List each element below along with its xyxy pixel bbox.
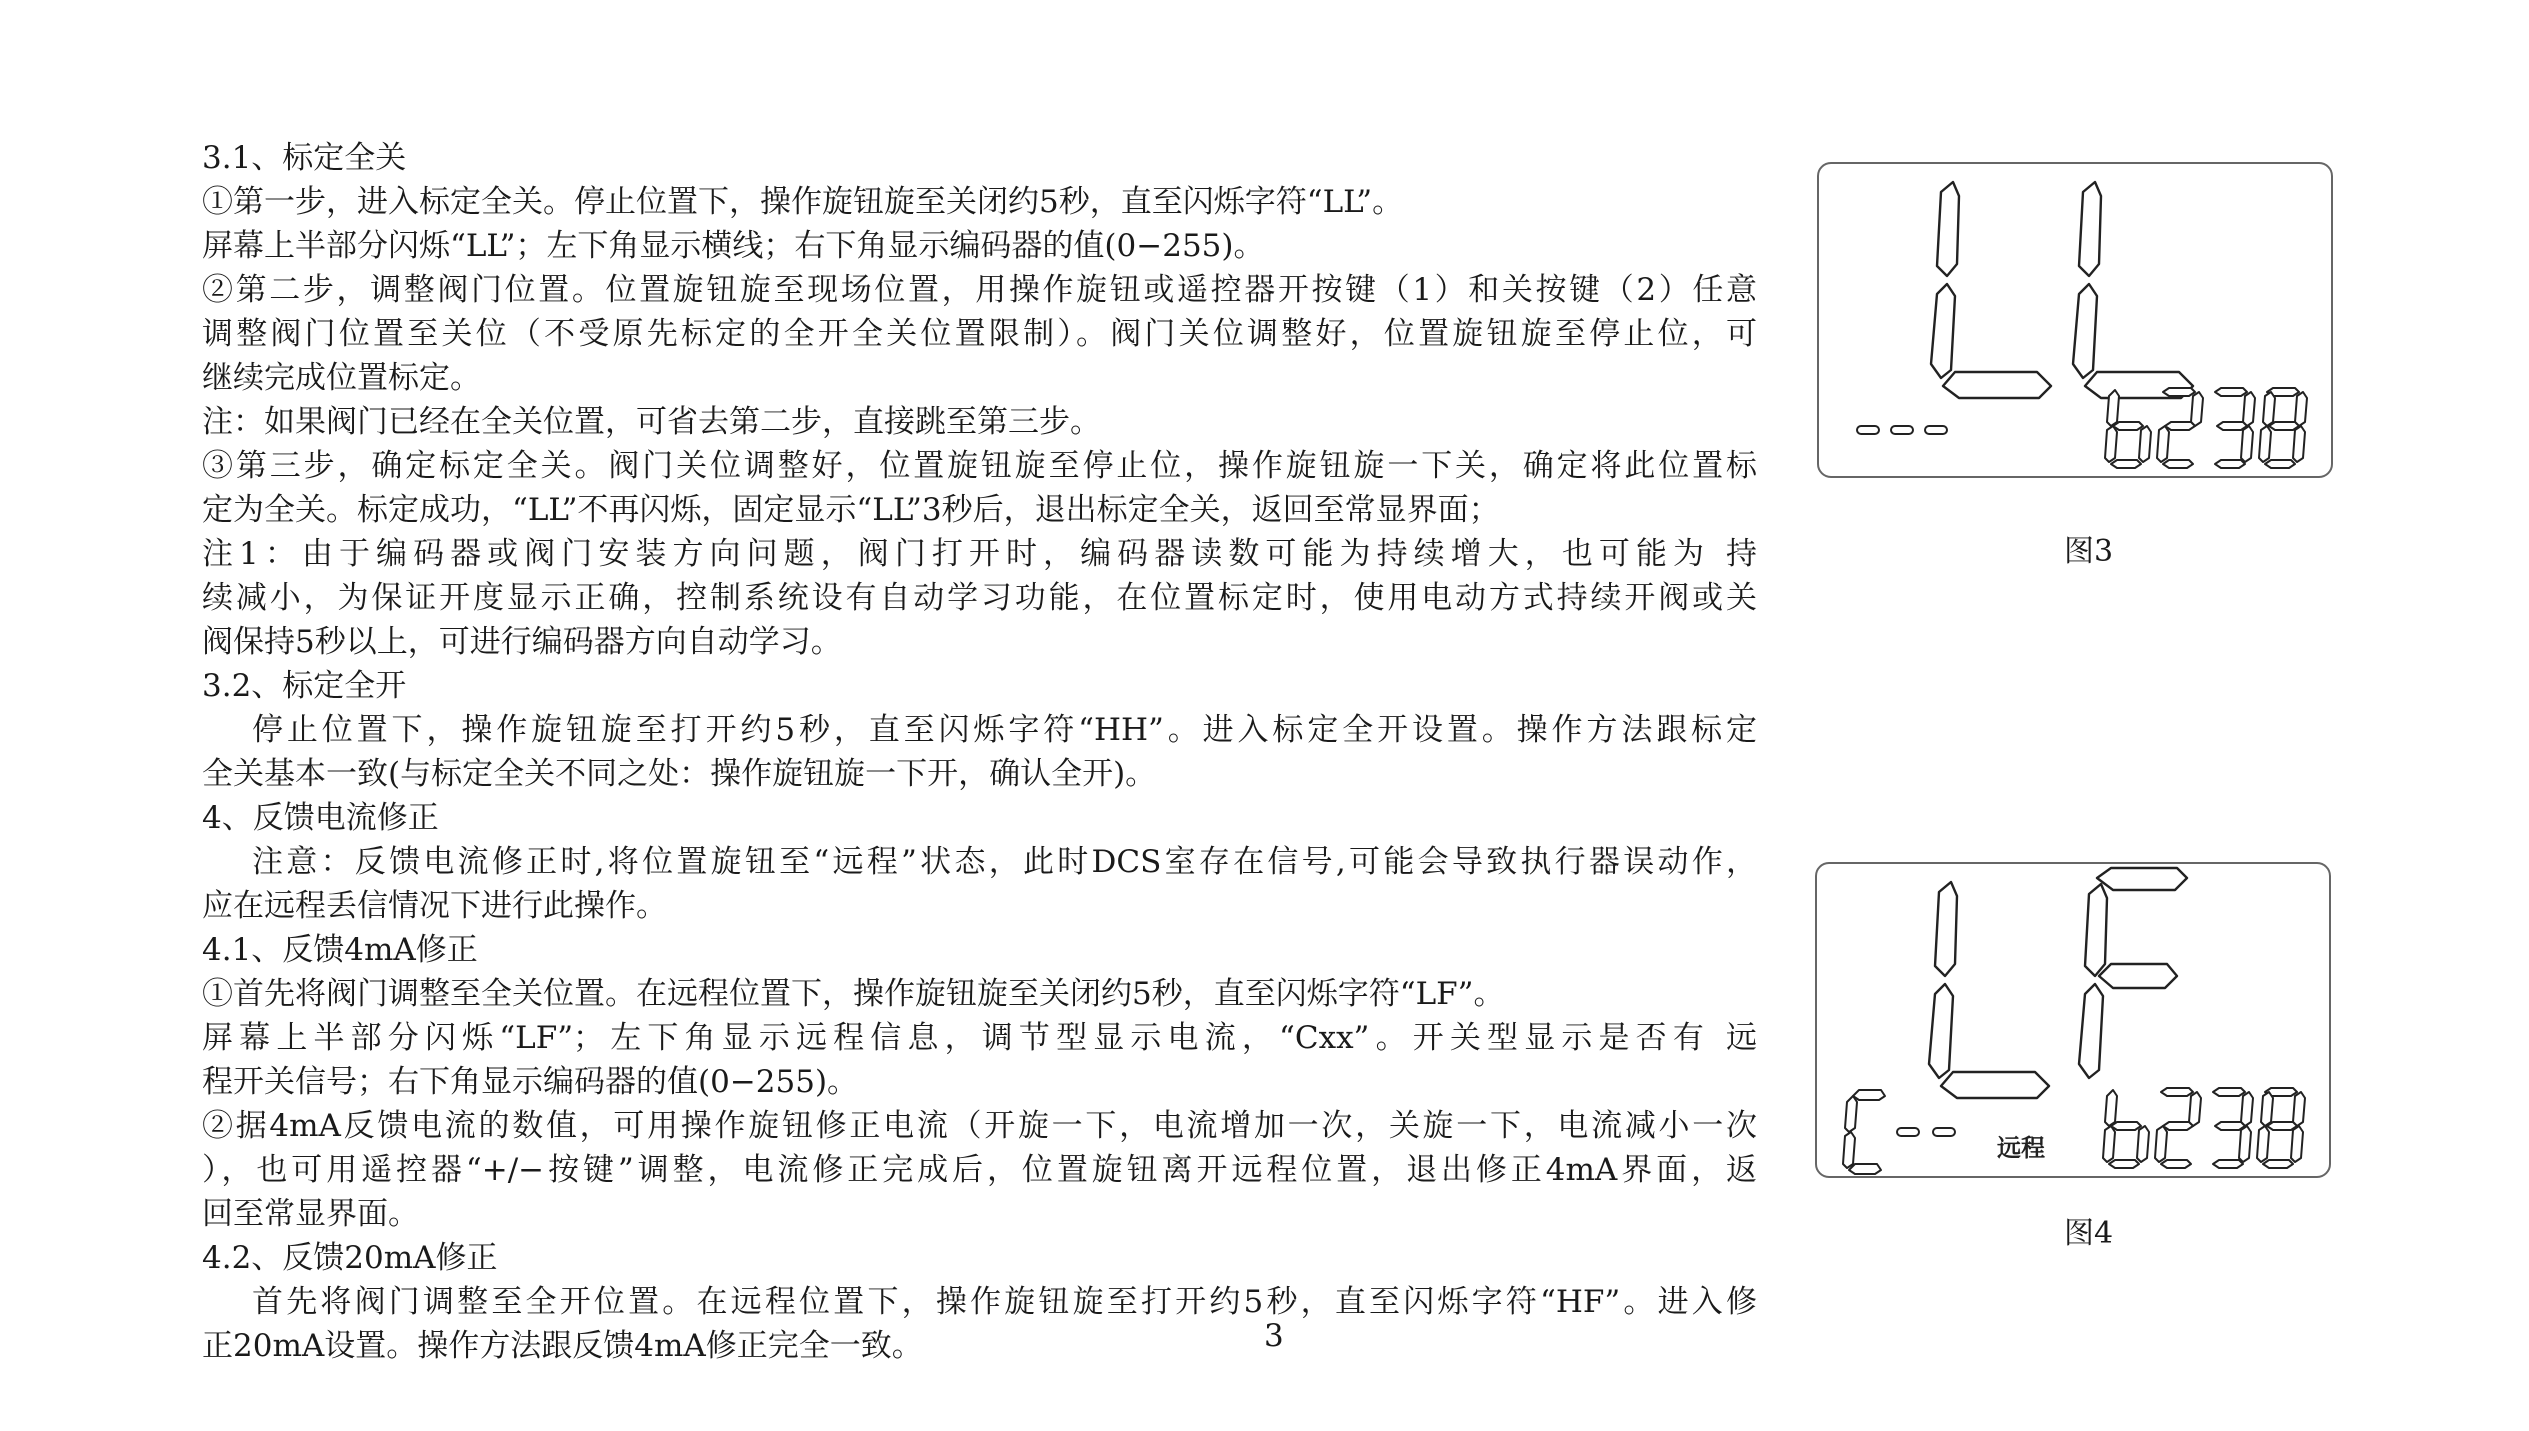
- section-heading-4-2: 4.2、反馈20mA修正: [202, 1240, 498, 1276]
- paragraph-line: 续减小，为保证开度显示正确，控制系统设有自动学习功能，在位置标定时，使用电动方式持续开阀或关: [202, 580, 1757, 616]
- paragraph-line: 应在远程丢信情况下进行此操作。: [202, 888, 667, 924]
- paragraph-line: 停止位置下，操作旋钮旋至打开约5秒，直至闪烁字符“HH”。进入标定全开设置。操作方法跟标定: [252, 712, 1757, 748]
- paragraph-line: 正20mA设置。操作方法跟反馈4mA修正完全一致。: [202, 1328, 923, 1364]
- lcd-display-fig4: [1815, 862, 2331, 1178]
- page-number: 3: [1264, 1318, 1284, 1354]
- paragraph-line: 继续完成位置标定。: [202, 360, 481, 396]
- lcd-segments-fig4: [1817, 864, 2329, 1176]
- paragraph-line: 定为全关。标定成功，“LL”不再闪烁，固定显示“LL”3秒后，退出标定全关，返回至常显界面；: [202, 492, 1500, 528]
- lcd-char-f: [2079, 868, 2187, 1078]
- paragraph-line: ①首先将阀门调整至全关位置。在远程位置下，操作旋钮旋至关闭约5秒，直至闪烁字符“LF”。: [202, 976, 1505, 1012]
- paragraph-line: 调整阀门位置至关位（不受原先标定的全开全关位置限制）。阀门关位调整好，位置旋钮旋至停止位，可: [202, 316, 1757, 352]
- section-heading-4-1: 4.1、反馈4mA修正: [202, 932, 478, 968]
- lcd-display-fig3: [1817, 162, 2333, 478]
- paragraph-line: 程开关信号；右下角显示编码器的值(0−255)。: [202, 1064, 859, 1100]
- paragraph-line: ），也可用遥控器“+/−按键”调整，电流修正完成后，位置旋钮离开远程位置，退出修正4mA界面，返: [202, 1152, 1757, 1188]
- paragraph-line: ②第二步，调整阀门位置。位置旋钮旋至现场位置，用操作旋钮或遥控器开按键（1）和关按键（2）任意: [202, 272, 1757, 308]
- remote-label: 远程: [1997, 1134, 2045, 1162]
- lcd-remote-current: [1843, 1090, 1955, 1174]
- paragraph-line: ③第三步，确定标定全关。阀门关位调整好，位置旋钮旋至停止位，操作旋钮旋一下关，确定将此位置标: [202, 448, 1757, 484]
- paragraph-line: 回至常显界面。: [202, 1196, 419, 1232]
- paragraph-line: 阀保持5秒以上，可进行编码器方向自动学习。: [202, 624, 842, 660]
- lcd-dashes: [1857, 426, 1947, 434]
- paragraph-line: 屏幕上半部分闪烁“LL”；左下角显示横线；右下角显示编码器的值(0−255)。: [202, 228, 1265, 264]
- note-line: 注：如果阀门已经在全关位置，可省去第二步，直接跳至第三步。: [202, 404, 1101, 440]
- section-heading-4: 4、反馈电流修正: [202, 800, 439, 836]
- figure-caption-4: 图4: [2064, 1216, 2114, 1251]
- paragraph-line: 全关基本一致(与标定全关不同之处：操作旋钮旋一下开，确认全开)。: [202, 756, 1157, 792]
- lcd-char-l: [1929, 882, 2049, 1098]
- section-heading-3-2: 3.2、标定全开: [202, 668, 407, 704]
- warning-line: 注意：反馈电流修正时,将位置旋钮至“远程”状态，此时DCS室存在信号,可能会导致执行器误动作，: [252, 844, 1757, 880]
- note-line: 注1：由于编码器或阀门安装方向问题，阀门打开时，编码器读数可能为持续增大，也可能为 持: [202, 536, 1757, 572]
- lcd-value-b238: [2103, 1088, 2305, 1168]
- paragraph-line: ①第一步，进入标定全关。停止位置下，操作旋钮旋至关闭约5秒，直至闪烁字符“LL”。: [202, 184, 1404, 220]
- figure-caption-3: 图3: [2064, 534, 2114, 569]
- lcd-char-l-1: [1931, 182, 2051, 398]
- paragraph-line: 屏幕上半部分闪烁“LF”；左下角显示远程信息，调节型显示电流，“Cxx”。开关型显示是否有 远: [202, 1020, 1757, 1056]
- lcd-value-b238: [2105, 388, 2307, 468]
- paragraph-line: 首先将阀门调整至全开位置。在远程位置下，操作旋钮旋至打开约5秒，直至闪烁字符“HF”。进入修: [252, 1284, 1757, 1320]
- lcd-segments-fig3: [1819, 164, 2331, 476]
- section-heading-3-1: 3.1、标定全关: [202, 140, 407, 176]
- lcd-char-l-2: [2073, 182, 2193, 398]
- paragraph-line: ②据4mA反馈电流的数值，可用操作旋钮修正电流（开旋一下，电流增加一次，关旋一下，电流减小一次: [202, 1108, 1757, 1144]
